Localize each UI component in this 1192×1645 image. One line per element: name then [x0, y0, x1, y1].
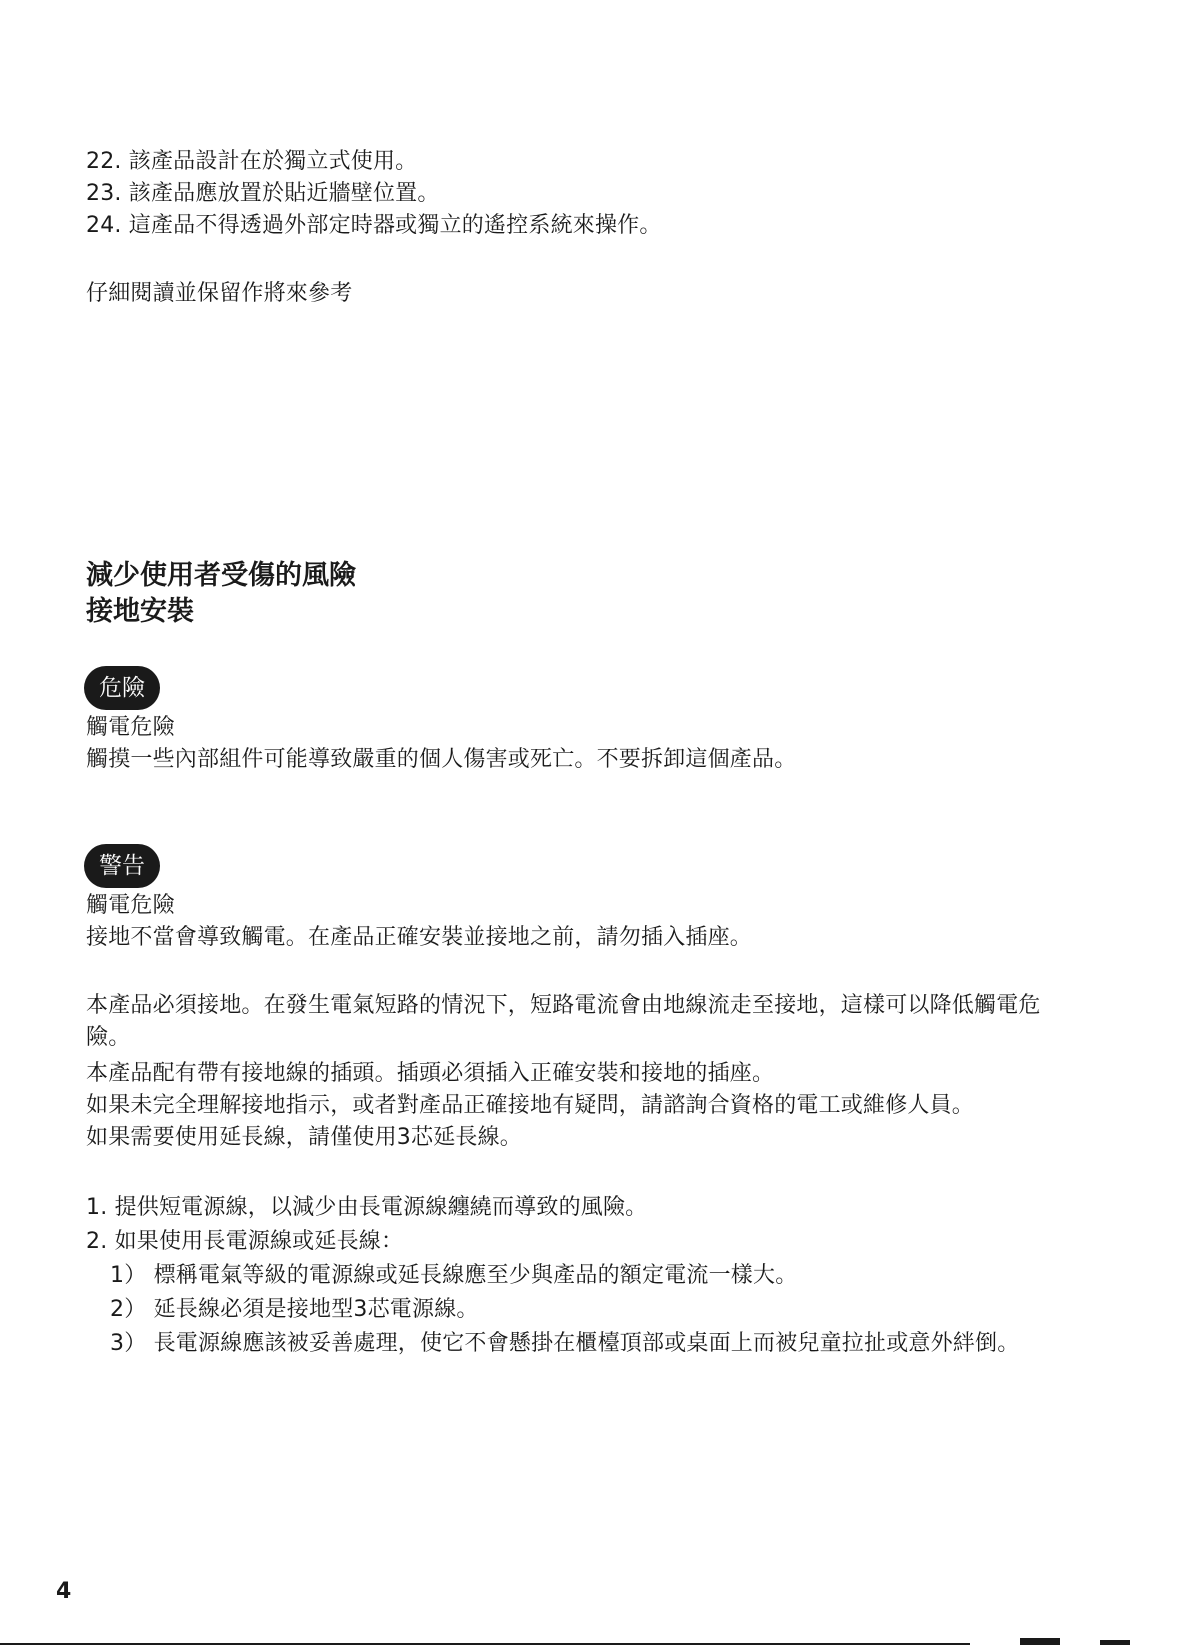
section-title: 減少使用者受傷的風險 [86, 560, 356, 591]
cord-list-item-1: 1. 提供短電源線，以減少由長電源線纏繞而導致的風險。 [86, 1195, 648, 1220]
cord-sublist-item-1: 1） 標稱電氣等級的電源線或延長線應至少與產品的額定電流一樣大。 [110, 1263, 798, 1288]
list-item-22: 22. 該產品設計在於獨立式使用。 [86, 149, 418, 174]
footer-mark [1100, 1640, 1130, 1645]
warning-badge: 警告 [84, 844, 160, 888]
keep-note: 仔細閱讀並保留作將來參考 [86, 281, 353, 306]
grounding-consult-text: 如果未完全理解接地指示，或者對產品正確接地有疑問，請諮詢合資格的電工或維修人員。 [86, 1093, 975, 1118]
grounding-plug-text: 本產品配有帶有接地線的插頭。插頭必須插入正確安裝和接地的插座。 [86, 1061, 775, 1086]
cord-sublist-item-3: 3） 長電源線應該被妥善處理，使它不會懸掛在櫃檯頂部或桌面上而被兒童拉扯或意外絆倒。 [110, 1331, 1020, 1356]
cord-sublist-item-2: 2） 延長線必須是接地型3芯電源線。 [110, 1297, 479, 1322]
page-number: 4 [56, 1579, 72, 1604]
grounding-paragraph-line1: 本產品必須接地。在發生電氣短路的情況下，短路電流會由地線流走至接地，這樣可以降低觸電危 [86, 993, 1041, 1018]
danger-badge: 危險 [84, 666, 160, 710]
warning-heading: 觸電危險 [86, 893, 175, 918]
warning-text: 接地不當會導致觸電。在產品正確安裝並接地之前，請勿插入插座。 [86, 925, 753, 950]
grounding-paragraph-line2: 險。 [86, 1025, 131, 1050]
danger-text: 觸摸一些內部組件可能導致嚴重的個人傷害或死亡。不要拆卸這個產品。 [86, 747, 797, 772]
grounding-extension-text: 如果需要使用延長線，請僅使用3芯延長線。 [86, 1125, 522, 1150]
danger-heading: 觸電危險 [86, 715, 175, 740]
section-subtitle: 接地安裝 [86, 596, 194, 627]
cord-list-item-2: 2. 如果使用長電源線或延長線： [86, 1229, 404, 1254]
list-item-24: 24. 這產品不得透過外部定時器或獨立的遙控系統來操作。 [86, 213, 662, 238]
footer-mark [1020, 1638, 1060, 1645]
list-item-23: 23. 該產品應放置於貼近牆壁位置。 [86, 181, 440, 206]
